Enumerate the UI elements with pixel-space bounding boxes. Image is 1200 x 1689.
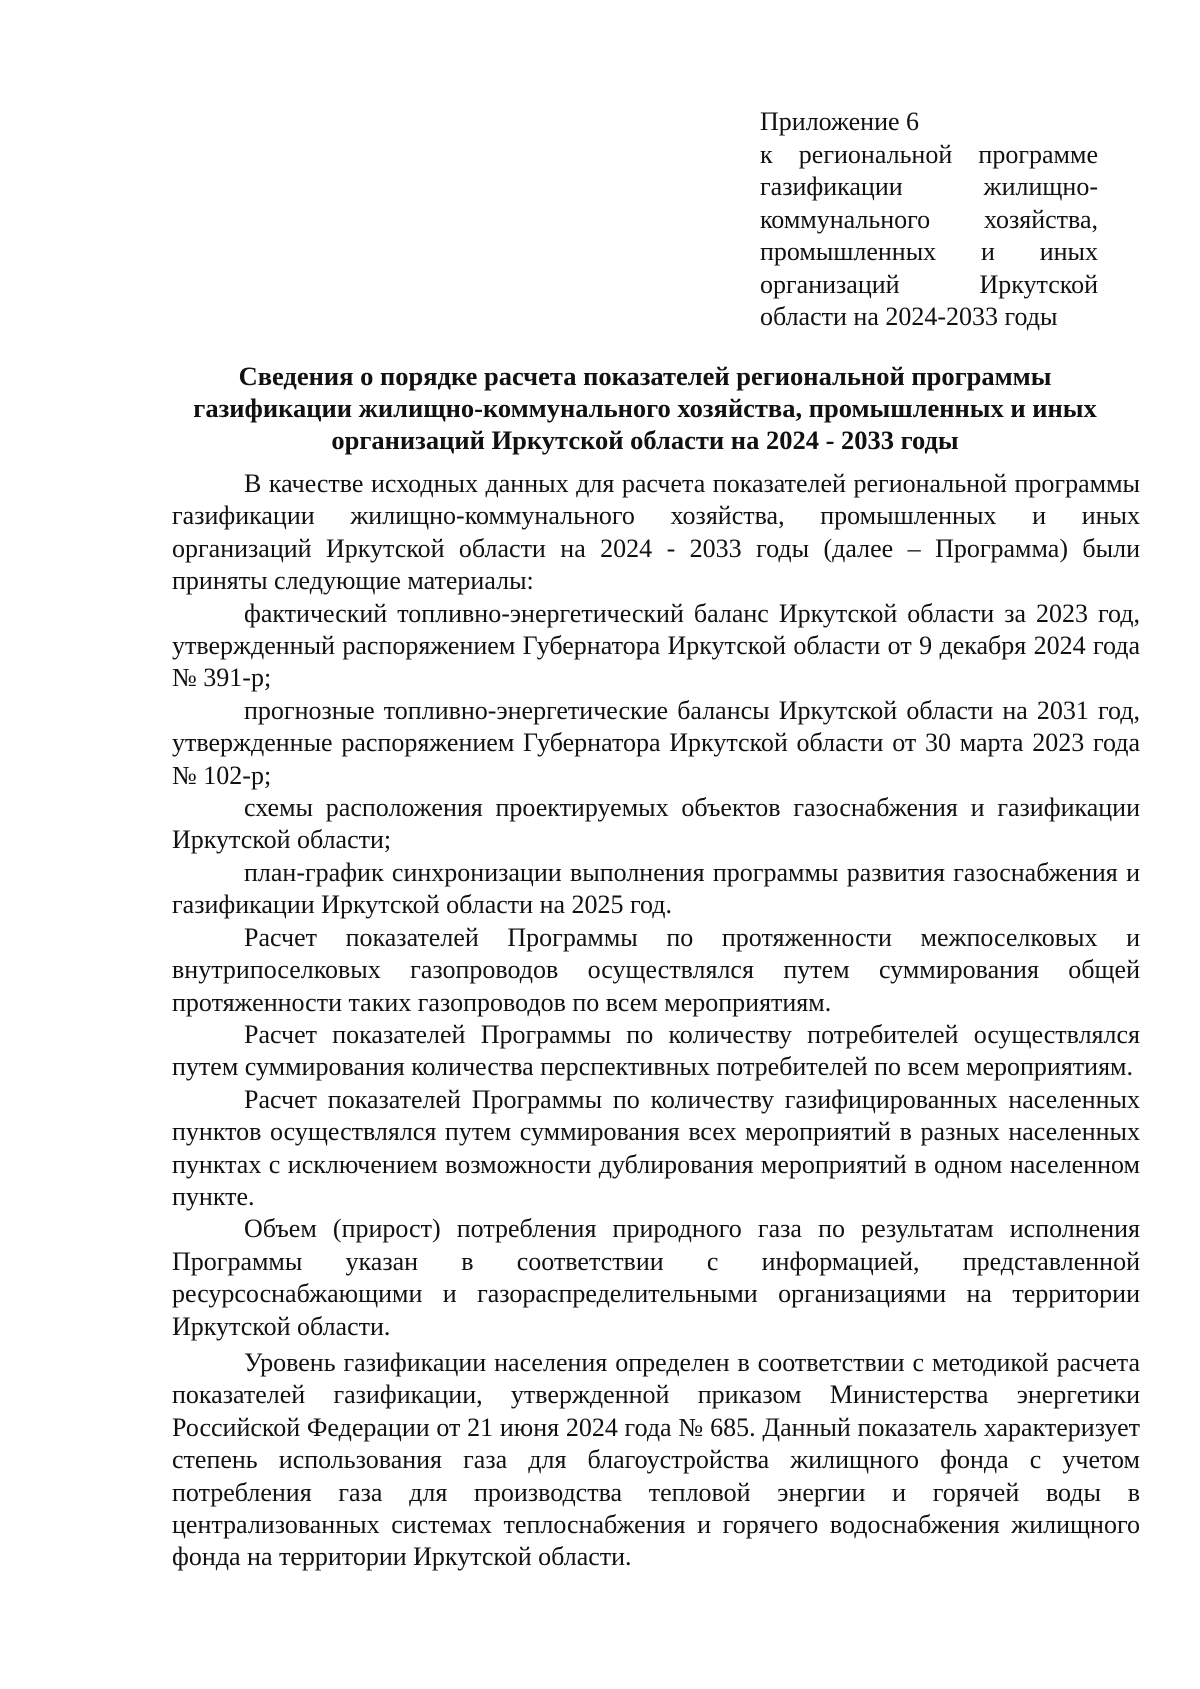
paragraph-gasification-level: Уровень газификации населения определен в соответствии с методикой расчета показателей газификации, утвержденной приказом Министерства энергетики Российской Федерации от 21 июня 2024 года № 685. Данный показатель характеризует степень использования газа для благоустройства жилищного фонда с учетом потребления газа для производства тепловой энергии и горячей воды в централизованных системах теплоснабжения и горячего водоснабжения жилищного фонда на территории Иркутской области. xyxy=(172,1347,1140,1572)
paragraph-settlements: Расчет показателей Программы по количеству газифицированных населенных пунктов осуществлялся путем суммирования всех мероприятий в разных населенных пунктах с исключением возможности дублирования мероприятий в одном населенном пункте. xyxy=(172,1084,1140,1211)
paragraph-gas-consumption: Объем (прирост) потребления природного газа по результатам исполнения Программы указан в соответствии с информацией, представленной ресурсоснабжающими и газораспределительными организациями на территории Иркутской области. xyxy=(172,1214,1140,1341)
appendix-line: организаций Иркутской xyxy=(760,269,1098,299)
paragraph-list-item: схемы расположения проектируемых объектов газоснабжения и газификации Иркутской области; xyxy=(172,793,1140,855)
paragraph-pipeline-length: Расчет показателей Программы по протяженности межпоселковых и внутрипоселковых газопроводов осуществлялся путем суммирования общей протяженности таких газопроводов по всем мероприятиям. xyxy=(172,922,1140,1017)
appendix-header xyxy=(760,106,1098,334)
appendix-line: к региональной программе xyxy=(760,139,1098,169)
appendix-line: Приложение 6 xyxy=(760,107,920,136)
title-line: Сведения о порядке расчета показателей региональной программы xyxy=(238,361,1052,391)
document-title xyxy=(150,360,1140,456)
appendix-line: области на 2024-2033 годы xyxy=(760,302,1058,331)
paragraph-list-item: фактический топливно-энергетический баланс Иркутской области за 2023 год, утвержденный распоряжением Губернатора Иркутской области от 9 декабря 2024 года № 391-р; xyxy=(172,598,1140,693)
title-line: организаций Иркутской области на 2024 - 2033 годы xyxy=(331,425,959,455)
paragraph-source-data: В качестве исходных данных для расчета показателей региональной программы газификации жилищно-коммунального хозяйства, промышленных и иных организаций Иркутской области на 2024 - 2033 годы (далее – Программа) были приняты следующие материалы: xyxy=(172,469,1140,596)
document-body xyxy=(172,468,1140,1574)
appendix-line: промышленных и иных xyxy=(760,237,1098,266)
appendix-line: коммунального хозяйства, xyxy=(760,204,1098,234)
paragraph-consumers: Расчет показателей Программы по количеству потребителей осуществлялся путем суммирования количества перспективных потребителей по всем мероприятиям. xyxy=(172,1019,1140,1082)
appendix-line: газификации жилищно- xyxy=(760,172,1098,201)
paragraph-list-item: прогнозные топливно-энергетические балансы Иркутской области на 2031 год, утвержденные распоряжением Губернатора Иркутской области от 30 марта 2023 года № 102-р; xyxy=(172,695,1140,790)
paragraph-list-item: план-график синхронизации выполнения программы развития газоснабжения и газификации Иркутской области на 2025 год. xyxy=(172,857,1140,920)
title-line: газификации жилищно-коммунального хозяйства, промышленных и иных xyxy=(193,393,1097,423)
